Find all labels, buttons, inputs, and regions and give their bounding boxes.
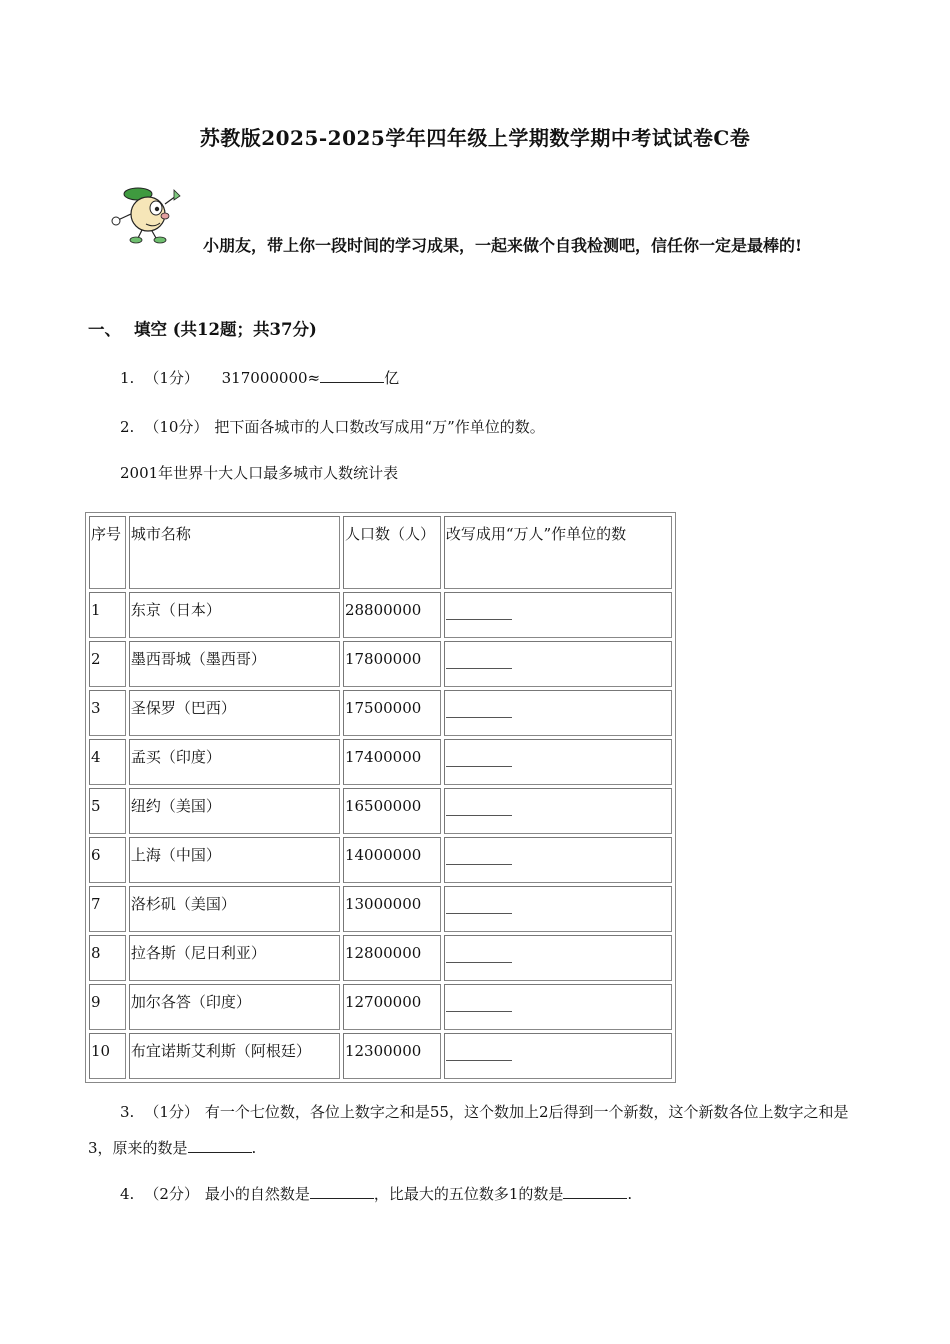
question-points: （2分） bbox=[144, 1185, 199, 1203]
header-population: 人口数（人） bbox=[343, 516, 441, 589]
cell-answer[interactable] bbox=[444, 837, 672, 883]
question-tail: . bbox=[627, 1185, 633, 1203]
table-row bbox=[89, 886, 672, 932]
question-number: 3. bbox=[120, 1103, 135, 1121]
question-1 bbox=[120, 364, 399, 392]
table-row bbox=[89, 592, 672, 638]
cell-index: 1 bbox=[89, 592, 126, 638]
cell-index: 2 bbox=[89, 641, 126, 687]
answer-blank[interactable] bbox=[563, 1184, 627, 1199]
cell-city: 墨西哥城（墨西哥） bbox=[129, 641, 340, 687]
question-text: ，比最大的五位数多1的数是 bbox=[373, 1185, 564, 1203]
answer-blank[interactable] bbox=[446, 746, 512, 767]
question-number: 2. bbox=[120, 418, 135, 436]
cell-city: 东京（日本） bbox=[129, 592, 340, 638]
answer-blank[interactable] bbox=[446, 844, 512, 865]
question-tail: 亿 bbox=[384, 369, 400, 387]
question-number: 1. bbox=[120, 369, 135, 387]
intro-text: 小朋友，带上你一段时间的学习成果，一起来做个自我检测吧，信任你一定是最棒的! bbox=[203, 236, 803, 255]
cell-index: 7 bbox=[89, 886, 126, 932]
cell-population: 12300000 bbox=[343, 1033, 441, 1079]
table-row bbox=[89, 690, 672, 736]
question-number: 4. bbox=[120, 1185, 135, 1203]
cell-city: 圣保罗（巴西） bbox=[129, 690, 340, 736]
cell-answer[interactable] bbox=[444, 1033, 672, 1079]
cell-city: 上海（中国） bbox=[129, 837, 340, 883]
answer-blank[interactable] bbox=[446, 942, 512, 963]
population-table bbox=[85, 512, 676, 1083]
table-row bbox=[89, 641, 672, 687]
cell-population: 14000000 bbox=[343, 837, 441, 883]
question-tail: . bbox=[251, 1139, 257, 1157]
question-text: 有一个七位数，各位上数字之和是55，这个数加上2后得到一个新数，这个新数各位上数字之和是3，原来的数是 bbox=[88, 1103, 849, 1157]
cell-index: 9 bbox=[89, 984, 126, 1030]
answer-blank[interactable] bbox=[310, 1184, 374, 1199]
table-row bbox=[89, 935, 672, 981]
cell-population: 13000000 bbox=[343, 886, 441, 932]
question-points: （1分） bbox=[144, 369, 199, 387]
cell-answer[interactable] bbox=[444, 739, 672, 785]
question-text: 最小的自然数是 bbox=[204, 1185, 310, 1203]
cell-answer[interactable] bbox=[444, 690, 672, 736]
section-label: 填空 (共12题；共37分) bbox=[134, 320, 317, 339]
header-index: 序号 bbox=[89, 516, 126, 589]
header-city: 城市名称 bbox=[129, 516, 340, 589]
answer-blank[interactable] bbox=[446, 991, 512, 1012]
cell-population: 17400000 bbox=[343, 739, 441, 785]
cell-answer[interactable] bbox=[444, 592, 672, 638]
table-row bbox=[89, 1033, 672, 1079]
question-points: （10分） bbox=[144, 418, 209, 436]
cell-population: 16500000 bbox=[343, 788, 441, 834]
table-row bbox=[89, 837, 672, 883]
cell-population: 17500000 bbox=[343, 690, 441, 736]
section-number: 一、 bbox=[88, 320, 121, 339]
cell-index: 8 bbox=[89, 935, 126, 981]
cell-answer[interactable] bbox=[444, 984, 672, 1030]
table-header-row bbox=[89, 516, 672, 589]
answer-blank[interactable] bbox=[446, 697, 512, 718]
cell-city: 拉各斯（尼日利亚） bbox=[129, 935, 340, 981]
cell-population: 28800000 bbox=[343, 592, 441, 638]
answer-blank[interactable] bbox=[446, 795, 512, 816]
cell-index: 3 bbox=[89, 690, 126, 736]
cell-population: 12800000 bbox=[343, 935, 441, 981]
question-text: 317000000≈ bbox=[221, 369, 321, 387]
cell-index: 6 bbox=[89, 837, 126, 883]
table-row bbox=[89, 739, 672, 785]
cell-answer[interactable] bbox=[444, 935, 672, 981]
header-converted: 改写成用“万人”作单位的数 bbox=[444, 516, 672, 589]
table-caption: 2001年世界十大人口最多城市人数统计表 bbox=[120, 464, 399, 482]
question-points: （1分） bbox=[144, 1103, 199, 1121]
question-text: 把下面各城市的人口数改写成用“万”作单位的数。 bbox=[214, 418, 545, 436]
cell-city: 布宜诺斯艾利斯（阿根廷） bbox=[129, 1033, 340, 1079]
table-row bbox=[89, 984, 672, 1030]
answer-blank[interactable] bbox=[446, 648, 512, 669]
cell-index: 4 bbox=[89, 739, 126, 785]
answer-blank[interactable] bbox=[446, 893, 512, 914]
cell-population: 12700000 bbox=[343, 984, 441, 1030]
question-2 bbox=[120, 413, 545, 441]
answer-blank[interactable] bbox=[446, 1040, 512, 1061]
question-3 bbox=[88, 1094, 866, 1166]
answer-blank[interactable] bbox=[446, 599, 512, 620]
cell-city: 加尔各答（印度） bbox=[129, 984, 340, 1030]
cell-answer[interactable] bbox=[444, 788, 672, 834]
cell-city: 孟买（印度） bbox=[129, 739, 340, 785]
cell-population: 17800000 bbox=[343, 641, 441, 687]
table-row bbox=[89, 788, 672, 834]
answer-blank[interactable] bbox=[188, 1138, 252, 1153]
answer-blank[interactable] bbox=[320, 368, 384, 383]
page-title: 苏教版2025-2025学年四年级上学期数学期中考试试卷C卷 bbox=[199, 126, 751, 150]
question-4 bbox=[120, 1180, 632, 1208]
cell-index: 5 bbox=[89, 788, 126, 834]
cell-answer[interactable] bbox=[444, 641, 672, 687]
cell-answer[interactable] bbox=[444, 886, 672, 932]
cell-index: 10 bbox=[89, 1033, 126, 1079]
cell-city: 纽约（美国） bbox=[129, 788, 340, 834]
section-heading bbox=[88, 316, 317, 340]
cell-city: 洛杉矶（美国） bbox=[129, 886, 340, 932]
